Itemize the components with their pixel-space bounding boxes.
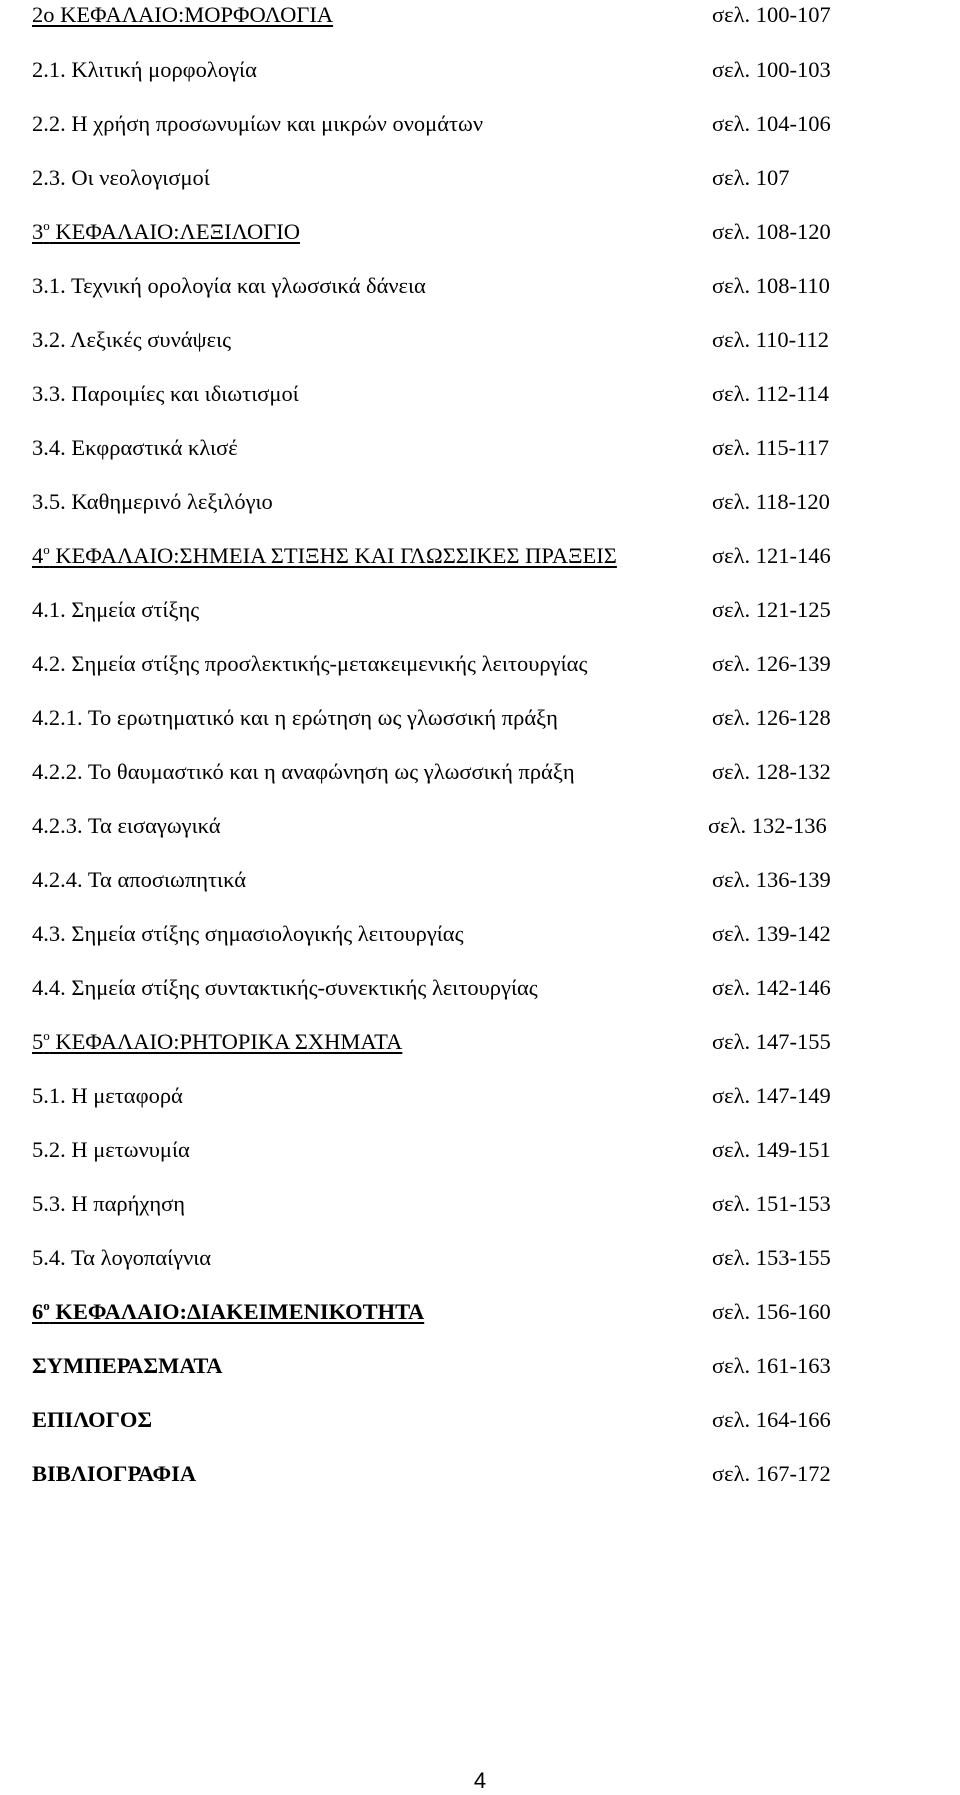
chapter-title: ΚΕΦΑΛΑΙΟ:ΡΗΤΟΡΙΚΑ ΣΧΗΜΑΤΑ: [49, 1029, 403, 1054]
toc-entry-pages: σελ. 142-146: [712, 975, 831, 1000]
toc-entry-title: 4.2.1. Το ερωτηματικό και η ερώτηση ως γλωσσική πράξη: [32, 705, 558, 730]
page-number: 4: [473, 1768, 487, 1793]
toc-entry-pages: σελ. 151-153: [712, 1191, 831, 1216]
toc-entry-pages: σελ. 132-136: [708, 813, 827, 838]
toc-entry-pages: σελ. 161-163: [712, 1353, 831, 1378]
toc-entry-pages: σελ. 128-132: [712, 759, 831, 784]
toc-entry: [0, 651, 960, 691]
toc-entry-pages: σελ. 104-106: [712, 111, 831, 136]
toc-entry: [0, 1245, 960, 1285]
toc-entry-pages: σελ. 147-155: [712, 1029, 831, 1054]
toc-entry: [0, 57, 960, 97]
toc-entry-title: [32, 1029, 402, 1055]
toc-entry-title: 3.3. Παροιμίες και ιδιωτισμοί: [32, 381, 299, 406]
toc-entry: [0, 867, 960, 907]
toc-entry-title: 3.2. Λεξικές συνάψεις: [32, 327, 232, 352]
toc-entry-pages: σελ. 126-139: [712, 651, 831, 676]
toc-entry-pages: σελ. 107: [712, 165, 790, 190]
ordinal-superscript: ο: [43, 218, 50, 233]
toc-entry-pages: σελ. 118-120: [712, 489, 830, 514]
toc-entry-title: 4.2. Σημεία στίξης προσλεκτικής-μετακειμενικής λειτουργίας: [32, 651, 588, 676]
toc-entry-pages: σελ. 147-149: [712, 1083, 831, 1108]
toc-entry-chapter-5: [0, 1029, 960, 1069]
toc-entry-pages: σελ. 149-151: [712, 1137, 831, 1162]
toc-entry-title: 5.1. Η μεταφορά: [32, 1083, 183, 1108]
toc-entry-pages: σελ. 108-120: [712, 219, 831, 244]
toc-entry-title: 3.5. Καθημερινό λεξιλόγιο: [32, 489, 273, 514]
toc-entry-epilogue: [0, 1407, 960, 1447]
toc-entry-title: ΕΠΙΛΟΓΟΣ: [32, 1407, 153, 1432]
toc-entry-pages: σελ. 110-112: [712, 327, 830, 352]
toc-entry-title: 2.3. Οι νεολογισμοί: [32, 165, 210, 190]
toc-entry-pages: σελ. 136-139: [712, 867, 831, 892]
toc-entry-title: 4.2.3. Τα εισαγωγικά: [32, 813, 221, 838]
toc-entry-pages: σελ. 121-125: [712, 597, 831, 622]
toc-entry-title: 4.1. Σημεία στίξης: [32, 597, 200, 622]
toc-entry-title: 3.4. Εκφραστικά κλισέ: [32, 435, 238, 460]
toc-entry: [0, 273, 960, 313]
chapter-number: 6: [32, 1299, 44, 1324]
toc-entry-pages: σελ. 126-128: [712, 705, 831, 730]
toc-entry-pages: σελ. 156-160: [712, 1299, 831, 1324]
chapter-number: 4: [32, 543, 44, 568]
toc-entry-chapter-4: [0, 543, 960, 583]
toc-entry: [0, 489, 960, 529]
chapter-title: ΚΕΦΑΛΑΙΟ:ΣΗΜΕΙΑ ΣΤΙΞΗΣ ΚΑΙ ΓΛΩΣΣΙΚΕΣ ΠΡΑΞΕΙΣ: [49, 543, 617, 568]
toc-entry-title: [32, 543, 617, 569]
toc-entry-title: [32, 219, 300, 245]
toc-entry-chapter-2: [0, 2, 960, 42]
toc-entry-title: 3.1. Τεχνική ορολογία και γλωσσικά δάνεια: [32, 273, 426, 298]
toc-entry-title: 2ο ΚΕΦΑΛΑΙΟ:ΜΟΡΦΟΛΟΓΙΑ: [32, 2, 334, 27]
toc-entry-pages: σελ. 115-117: [712, 435, 830, 460]
toc-entry-pages: σελ. 100-103: [712, 57, 831, 82]
toc-entry-bibliography: [0, 1461, 960, 1501]
toc-entry: [0, 597, 960, 637]
toc-entry-pages: σελ. 112-114: [712, 381, 830, 406]
toc-entry-title: 4.2.4. Τα αποσιωπητικά: [32, 867, 246, 892]
toc-entry-pages: σελ. 108-110: [712, 273, 830, 298]
toc-entry: [0, 381, 960, 421]
toc-entry-title: 5.4. Τα λογοπαίγνια: [32, 1245, 212, 1270]
toc-entry-title: 2.1. Κλιτική μορφολογία: [32, 57, 257, 82]
toc-entry-title: 2.2. Η χρήση προσωνυμίων και μικρών ονομάτων: [32, 111, 484, 136]
toc-entry-title: 5.3. Η παρήχηση: [32, 1191, 186, 1216]
toc-entry-pages: σελ. 139-142: [712, 921, 831, 946]
chapter-title: ΚΕΦΑΛΑΙΟ:ΔΙΑΚΕΙΜΕΝΙΚΟΤΗΤΑ: [49, 1299, 425, 1324]
toc-entry: [0, 759, 960, 799]
toc-entry-pages: σελ. 153-155: [712, 1245, 831, 1270]
toc-entry: [0, 165, 960, 205]
toc-entry-pages: σελ. 164-166: [712, 1407, 831, 1432]
chapter-number: 3: [32, 219, 44, 244]
toc-entry-pages: σελ. 167-172: [712, 1461, 831, 1486]
toc-entry: [0, 327, 960, 367]
toc-entry-chapter-3: [0, 219, 960, 259]
chapter-number: 5: [32, 1029, 44, 1054]
toc-entry: [0, 975, 960, 1015]
toc-entry: [0, 1083, 960, 1123]
toc-entry: [0, 111, 960, 151]
toc-entry-title: 5.2. Η μετωνυμία: [32, 1137, 190, 1162]
toc-entry-title: [32, 1299, 424, 1325]
toc-entry-pages: σελ. 100-107: [712, 2, 831, 27]
ordinal-superscript: ο: [43, 1028, 50, 1043]
toc-entry: [0, 1137, 960, 1177]
toc-entry: [0, 705, 960, 745]
toc-entry-title: 4.3. Σημεία στίξης σημασιολογικής λειτουργίας: [32, 921, 464, 946]
toc-entry: [0, 435, 960, 475]
ordinal-superscript: ο: [43, 1298, 50, 1313]
toc-entry-title: 4.2.2. Το θαυμαστικό και η αναφώνηση ως γλωσσική πράξη: [32, 759, 575, 784]
toc-entry-title: 4.4. Σημεία στίξης συντακτικής-συνεκτικής λειτουργίας: [32, 975, 538, 1000]
toc-entry-pages: σελ. 121-146: [712, 543, 831, 568]
toc-entry: [0, 1191, 960, 1231]
chapter-title: ΚΕΦΑΛΑΙΟ:ΛΕΞΙΛΟΓΙΟ: [49, 219, 300, 244]
toc-entry-chapter-6: [0, 1299, 960, 1339]
ordinal-superscript: ο: [43, 542, 50, 557]
toc-entry-title: ΣΥΜΠΕΡΑΣΜΑΤΑ: [32, 1353, 223, 1378]
toc-entry-title: ΒΙΒΛΙΟΓΡΑΦΙΑ: [32, 1461, 197, 1486]
toc-entry: [0, 921, 960, 961]
toc-entry: [0, 813, 960, 853]
toc-entry-conclusions: [0, 1353, 960, 1393]
